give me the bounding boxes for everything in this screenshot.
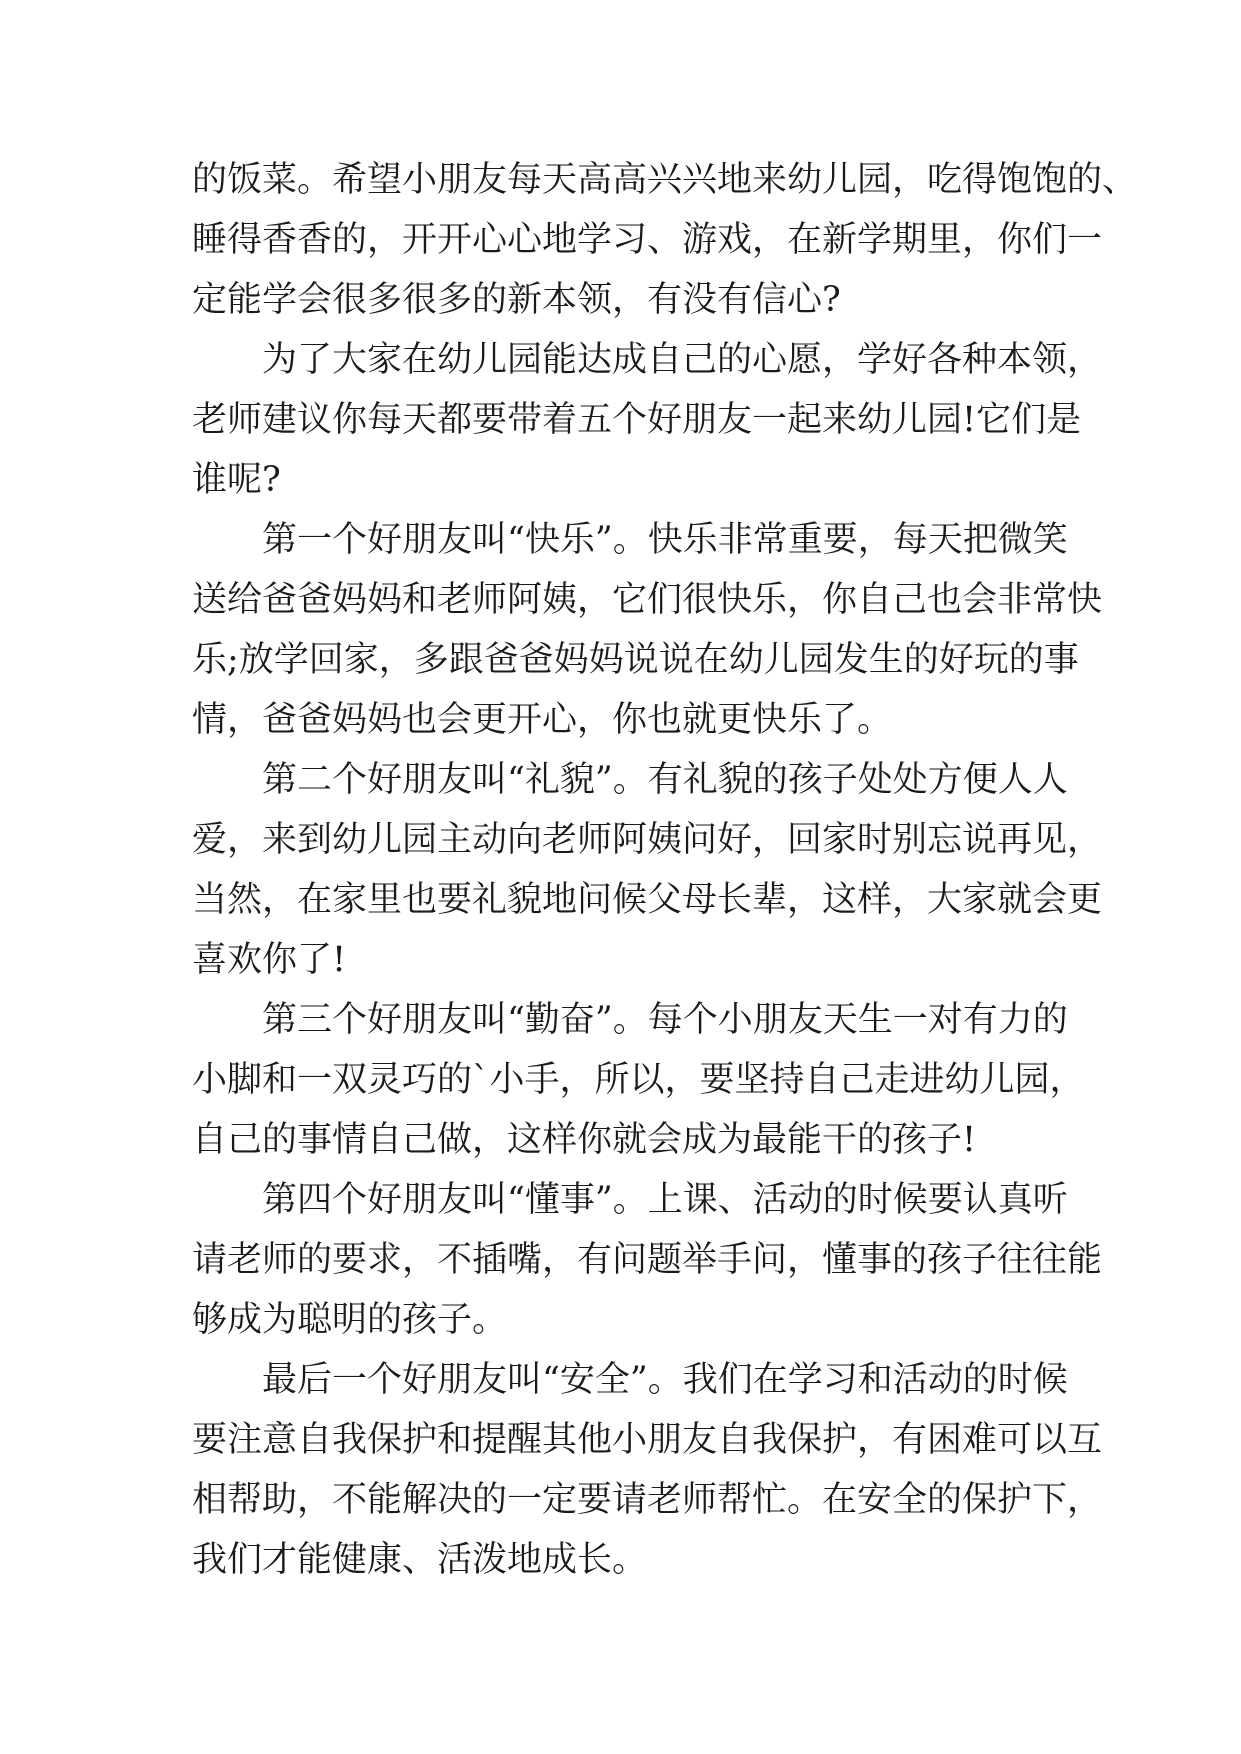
paragraph-line: 第二个好朋友叫“礼貌”。有礼貌的孩子处处方便人人 — [262, 760, 1068, 800]
paragraph-line: 第一个好朋友叫“快乐”。快乐非常重要，每天把微笑 — [262, 520, 1068, 560]
paragraph-line: 定能学会很多很多的新本领，有没有信心? — [192, 280, 841, 320]
paragraph — [192, 750, 1103, 990]
paragraph-line: 够成为聪明的孩子。 — [192, 1300, 508, 1340]
document-body — [192, 150, 1138, 1590]
paragraph — [192, 510, 1103, 750]
paragraph-line: 当然，在家里也要礼貌地问候父母长辈，这样，大家就会更 — [192, 880, 1103, 920]
paragraph-line: 自己的事情自己做，这样你就会成为最能干的孩子! — [192, 1120, 977, 1160]
paragraph-line: 第四个好朋友叫“懂事”。上课、活动的时候要认真听 — [262, 1180, 1068, 1220]
paragraph — [192, 1170, 1103, 1350]
paragraph — [192, 990, 1085, 1170]
paragraph-line: 谁呢? — [192, 460, 281, 500]
paragraph-line: 喜欢你了! — [192, 940, 347, 980]
paragraph-line: 要注意自我保护和提醒其他小朋友自我保护，有困难可以互 — [192, 1420, 1103, 1460]
paragraph-line: 老师建议你每天都要带着五个好朋友一起来幼儿园!它们是 — [192, 400, 1082, 440]
paragraph-line: 情，爸爸妈妈也会更开心，你也就更快乐了。 — [192, 700, 893, 740]
paragraph — [192, 1350, 1103, 1590]
paragraph — [192, 150, 1138, 330]
paragraph-line: 最后一个好朋友叫“安全”。我们在学习和活动的时候 — [262, 1360, 1068, 1400]
paragraph-line: 的饭菜。希望小朋友每天高高兴兴地来幼儿园，吃得饱饱的、 — [192, 160, 1138, 200]
paragraph-line: 第三个好朋友叫“勤奋”。每个小朋友天生一对有力的 — [262, 1000, 1068, 1040]
paragraph-line: 小脚和一双灵巧的`小手，所以，要坚持自己走进幼儿园， — [192, 1060, 1085, 1100]
paragraph-line: 送给爸爸妈妈和老师阿姨，它们很快乐，你自己也会非常快 — [192, 580, 1103, 620]
paragraph-line: 我们才能健康、活泼地成长。 — [192, 1540, 648, 1580]
paragraph-line: 请老师的要求，不插嘴，有问题举手问，懂事的孩子往往能 — [192, 1240, 1103, 1280]
paragraph-line: 乐;放学回家，多跟爸爸妈妈说说在幼儿园发生的好玩的事 — [192, 640, 1079, 680]
paragraph-line: 睡得香香的，开开心心地学习、游戏，在新学期里，你们一 — [192, 220, 1103, 260]
paragraph-line: 相帮助，不能解决的一定要请老师帮忙。在安全的保护下， — [192, 1480, 1103, 1520]
paragraph-line: 为了大家在幼儿园能达成自己的心愿，学好各种本领， — [262, 340, 1103, 380]
paragraph-line: 爱，来到幼儿园主动向老师阿姨问好，回家时别忘说再见， — [192, 820, 1103, 860]
paragraph — [192, 330, 1103, 510]
